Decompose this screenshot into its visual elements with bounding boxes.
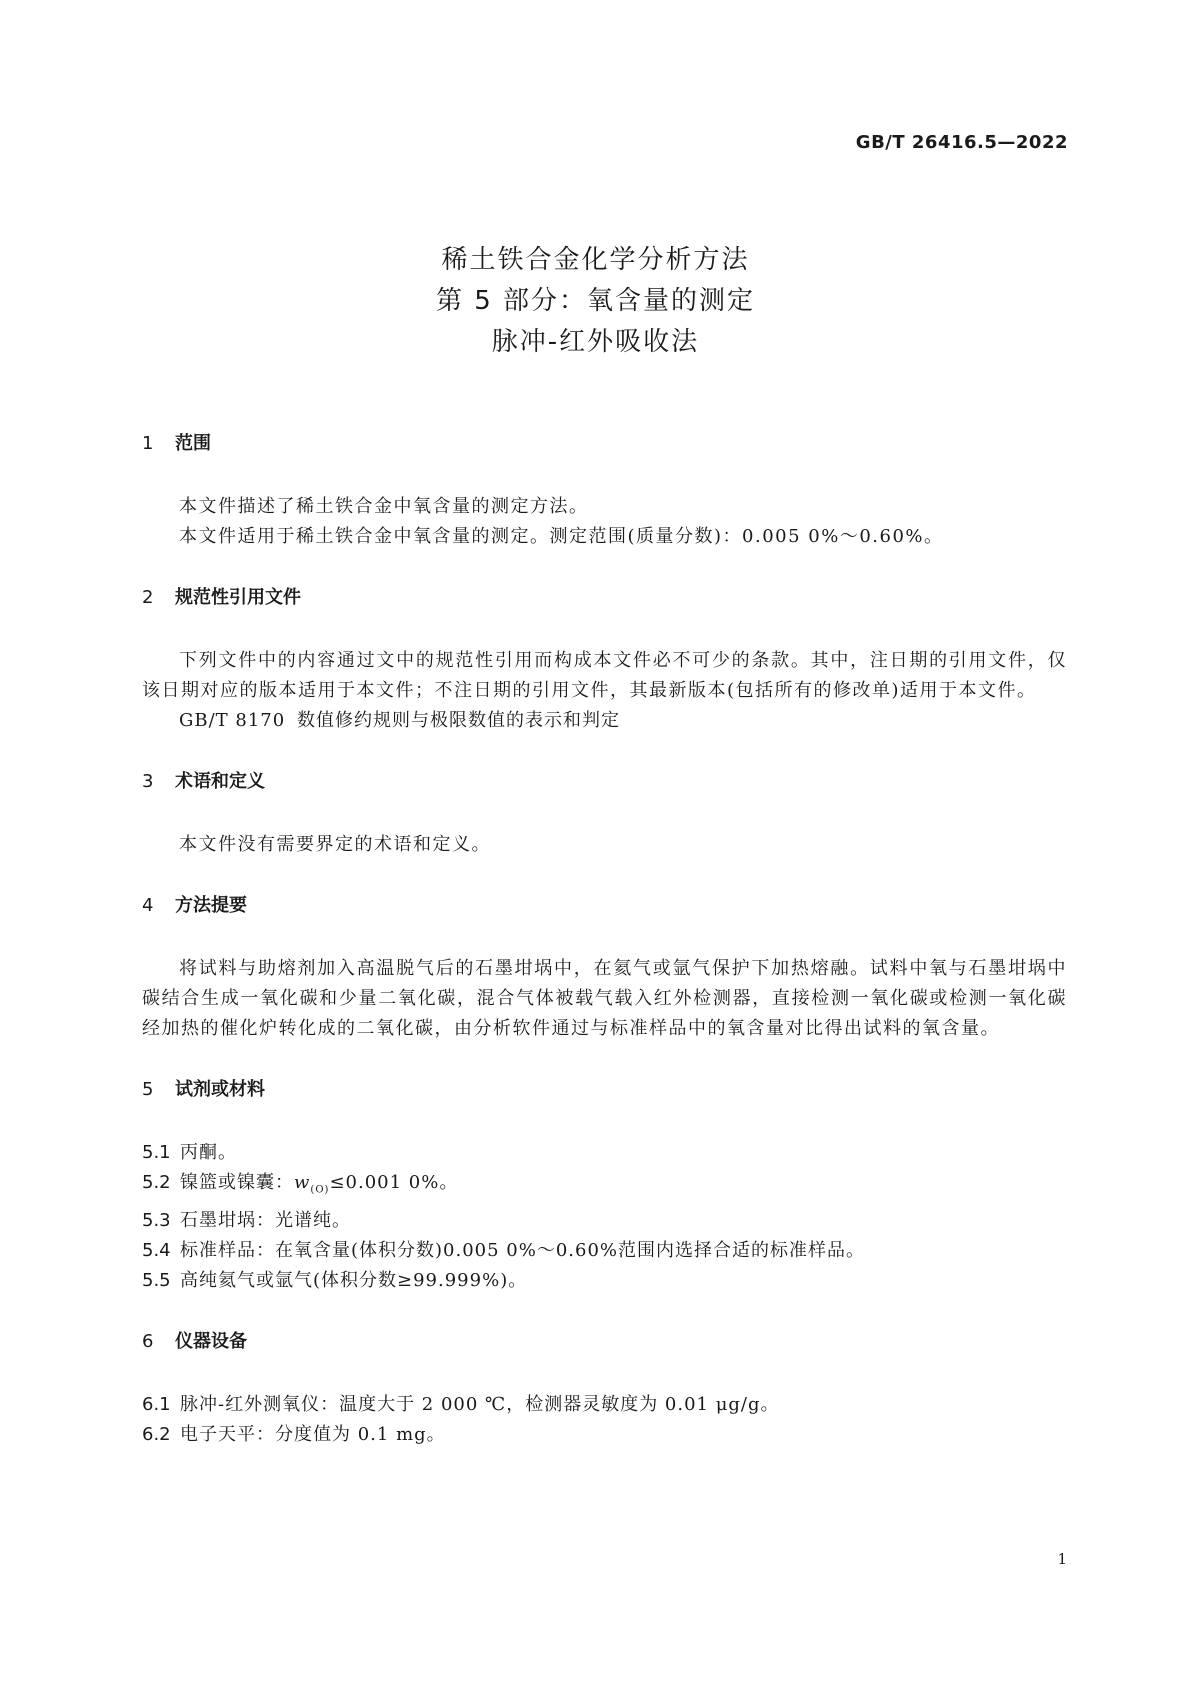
list-item [142,1168,1067,1206]
section-number: 5 [142,1079,154,1100]
section-heading-apparatus [142,1328,1067,1356]
item-number: 6.1 [142,1393,171,1415]
section-title: 试剂或材料 [175,1079,265,1100]
item-text: 高纯氦气或氩气(体积分数≥99.999%)。 [180,1269,528,1291]
item-text: 电子天平：分度值为 0.1 mg。 [180,1423,446,1445]
standard-number: GB/T 26416.5—2022 [855,132,1068,153]
title-line-2: 第 5 部分：氧含量的测定 [435,286,756,316]
section-title: 方法提要 [175,895,247,916]
section-number: 6 [142,1330,154,1352]
section-title: 仪器设备 [175,1330,247,1352]
section-heading-normative-references [142,584,1067,612]
document-body [142,430,1067,1450]
section-heading-principle [142,892,1067,920]
item-text: 标准样品：在氧含量(体积分数)0.005 0%～0.60%范围内选择合适的标准样品。 [180,1239,866,1261]
title-line-3: 脉冲-红外吸收法 [491,327,700,357]
paragraph: 下列文件中的内容通过文中的规范性引用而构成本文件必不可少的条款。其中，注日期的引用文件，仅该日期对应的版本适用于本文件；不注日期的引用文件，其最新版本(包括所有的修改单)适用于本文件。 [142,650,1067,701]
document-title [0,240,1191,363]
item-text: 镍篮或镍囊： [180,1172,294,1193]
list-item [142,1266,1067,1296]
section-number: 2 [142,587,154,608]
reference-title: 数值修约规则与极限数值的表示和判定 [297,710,620,731]
item-text: 丙酮。 [180,1142,237,1163]
page-number: 1 [1057,1550,1067,1568]
item-number: 5.5 [142,1269,171,1291]
list-item [142,1138,1067,1168]
item-text: 脉冲-红外测氧仪：温度大于 2 000 ℃，检测器灵敏度为 0.01 μg/g。 [180,1393,780,1415]
list-item [142,1390,1067,1420]
item-number: 5.3 [142,1209,171,1231]
paragraph: 本文件描述了稀土铁合金中氧含量的测定方法。 [179,496,589,517]
reference-code: GB/T 8170 [179,710,286,731]
section-heading-scope [142,430,1067,458]
item-number: 6.2 [142,1423,171,1445]
section-number: 3 [142,771,154,792]
item-number: 5.1 [142,1142,171,1163]
reference-entry [142,706,1067,736]
title-line-1: 稀土铁合金化学分析方法 [441,245,750,275]
list-item [142,1206,1067,1236]
paragraph: 将试料与助熔剂加入高温脱气后的石墨坩埚中，在氦气或氩气保护下加热熔融。试料中氧与石墨坩埚中碳结合生成一氧化碳和少量二氧化碳，混合气体被载气载入红外检测器，直接检测一氧化碳或检测一氧化碳经加热的催化炉转化成的二氧化碳，由分析软件通过与标准样品中的氧含量对比得出试料的氧含量。 [142,958,1067,1039]
section-heading-terms [142,768,1067,796]
list-item [142,1420,1067,1450]
section-heading-reagents [142,1076,1067,1104]
oxygen-subscript: (O) [310,1184,330,1196]
item-number: 5.4 [142,1239,171,1261]
item-text: 石墨坩埚：光谱纯。 [180,1209,351,1231]
section-number: 1 [142,433,154,454]
mass-fraction-symbol: w [294,1172,311,1193]
section-title: 规范性引用文件 [175,587,301,608]
item-number: 5.2 [142,1172,171,1193]
section-title: 范围 [175,433,211,454]
section-title: 术语和定义 [175,771,265,792]
list-item [142,1236,1067,1266]
paragraph: 本文件适用于稀土铁合金中氧含量的测定。测定范围(质量分数)：0.005 0%～0.60%。 [179,526,944,547]
item-text: ≤0.001 0%。 [329,1172,459,1193]
paragraph: 本文件没有需要界定的术语和定义。 [179,834,491,855]
section-number: 4 [142,895,154,916]
